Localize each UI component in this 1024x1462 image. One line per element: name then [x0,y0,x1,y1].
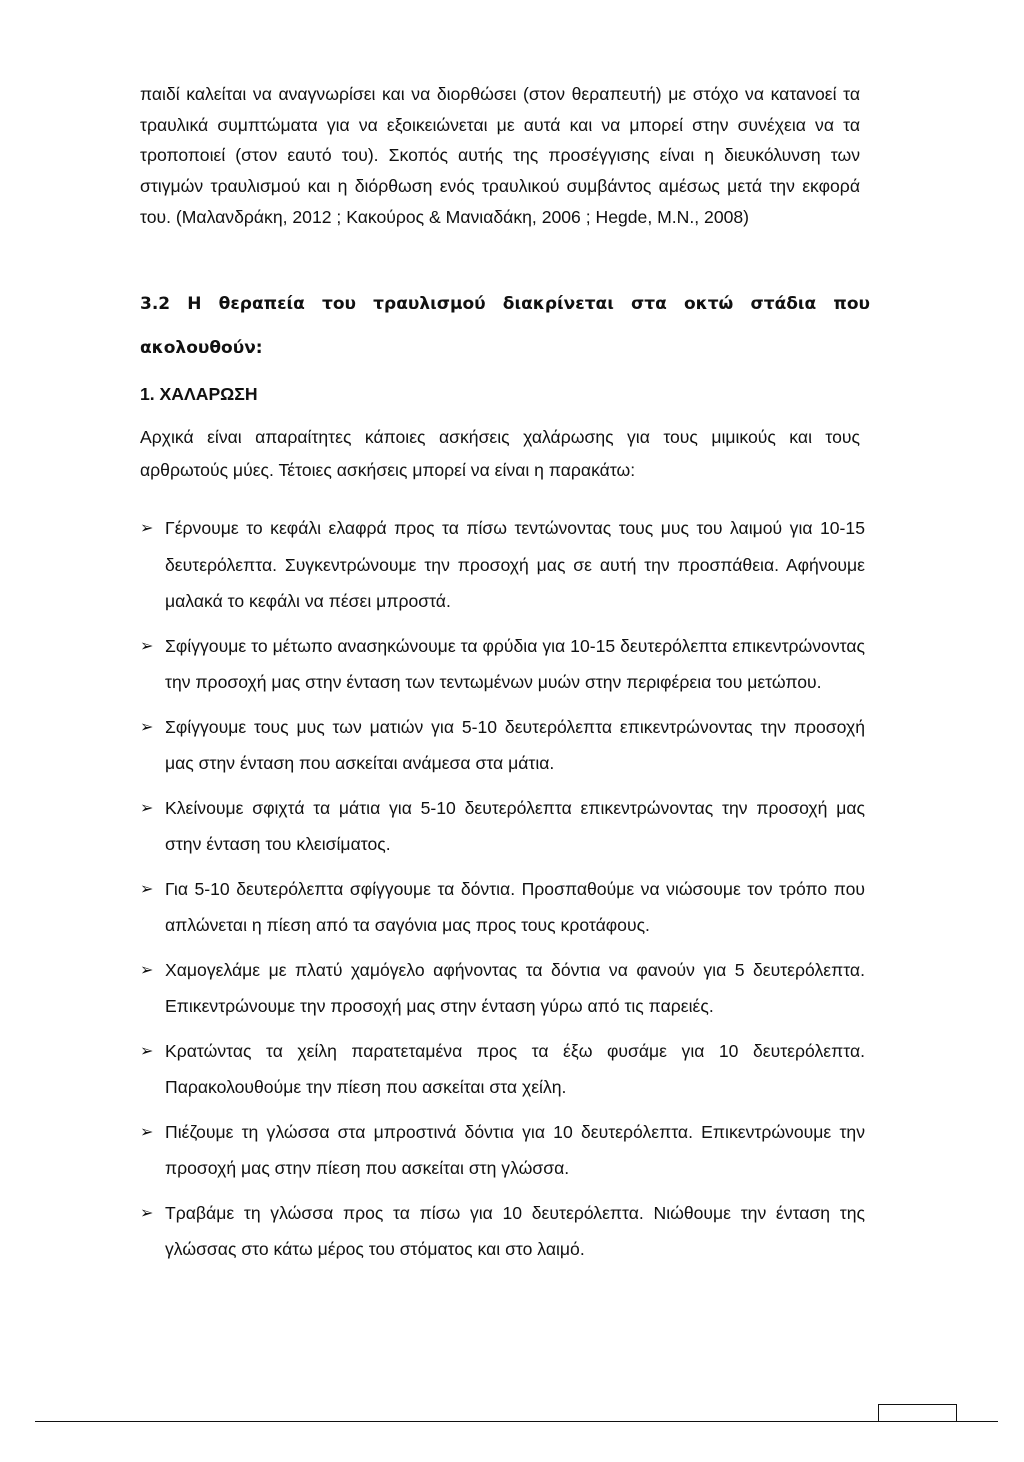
exercise-item [140,871,865,944]
section-heading-line1: 3.2 Η θεραπεία του τραυλισμού διακρίνεται στα οκτώ στάδια που [140,294,870,314]
exercise-text: Για 5-10 δευτερόλεπτα σφίγγουμε τα δόντια. Προσπαθούμε να νιώσουμε τον τρόπο που απλώνεται η πίεση από τα σαγόνια μας προς τους κροτάφους. [165,878,865,935]
exercise-item [140,628,865,701]
footer-mark [878,1404,956,1405]
exercise-text: Σφίγγουμε τους μυς των ματιών για 5-10 δευτερόλεπτα επικεντρώνοντας την προσοχή μας στην ένταση που ασκείται ανάμεσα στα μάτια. [165,716,865,773]
section-heading-line2: ακολουθούν: [140,338,263,358]
arrow-bullet-icon: ➢ [140,1121,154,1141]
continuation-paragraph: παιδί καλείται να αναγνωρίσει και να διορθώσει (στον θεραπευτή) με στόχο να κατανοεί τα τραυλικά συμπτώματα για να εξοικειώνεται με αυτά και να μπορεί στην συνέχεια να τα τροποποιεί (στον εαυτό του). Σκοπός αυτής της προσέγγισης είναι η διευκόλυνση των στιγμών τραυλισμού και η διόρθωση ενός τραυλικού συμβάντος αμέσως μετά την εκφορά του. (Μαλανδράκη, 2012 ; Κακούρος & Μανιαδάκη, 2006 ; Hegde, M.N., 2008) [140,84,860,227]
footer-mark [956,1404,957,1421]
exercise-item [140,952,865,1025]
exercise-item [140,1114,865,1187]
exercise-text: Τραβάμε τη γλώσσα προς τα πίσω για 10 δευτερόλεπτα. Νιώθουμε την ένταση της γλώσσας στο κάτω μέρος του στόματος και στο λαιμό. [165,1202,865,1259]
footer-rule [35,1421,977,1422]
arrow-bullet-icon: ➢ [140,878,154,898]
arrow-bullet-icon: ➢ [140,797,154,817]
exercise-item [140,1195,865,1268]
section-heading [140,282,870,370]
exercise-item [140,510,865,620]
exercise-item [140,1033,865,1106]
arrow-bullet-icon: ➢ [140,716,154,736]
stage-intro: Αρχικά είναι απαραίτητες κάποιες ασκήσεις χαλάρωσης για τους μιμικούς και τους αρθρωτούς μύες. Τέτοιες ασκήσεις μπορεί να είναι η παρακάτω: [140,427,860,480]
exercise-text: Χαμογελάμε με πλατύ χαμόγελο αφήνοντας τα δόντια να φανούν για 5 δευτερόλεπτα. Επικεντρώνουμε την προσοχή μας στην ένταση γύρω από τις παρειές. [165,959,865,1016]
arrow-bullet-icon: ➢ [140,518,154,537]
stage-title: 1. ΧΑΛΑΡΩΣΗ [140,384,258,404]
exercise-text: Κλείνουμε σφιχτά τα μάτια για 5-10 δευτερόλεπτα επικεντρώνοντας την προσοχή μας στην ένταση του κλεισίματος. [165,797,865,854]
arrow-bullet-icon: ➢ [140,959,154,979]
exercise-item [140,709,865,782]
arrow-bullet-icon: ➢ [140,635,154,655]
exercise-list [140,510,865,1276]
arrow-bullet-icon: ➢ [140,1040,154,1060]
exercise-text: Πιέζουμε τη γλώσσα στα μπροστινά δόντια για 10 δευτερόλεπτα. Επικεντρώνουμε την προσοχή μας στην πίεση που ασκείται στη γλώσσα. [165,1121,865,1178]
footer-mark [956,1421,998,1422]
exercise-text: Σφίγγουμε το μέτωπο ανασηκώνουμε τα φρύδια για 10-15 δευτερόλεπτα επικεντρώνοντας την προσοχή μας στην ένταση των τεντωμένων μυών στην περιφέρεια του μετώπου. [165,635,865,692]
arrow-bullet-icon: ➢ [140,1202,154,1222]
exercise-item [140,790,865,863]
footer-mark [878,1404,879,1421]
exercise-text: Γέρνουμε το κεφάλι ελαφρά προς τα πίσω τεντώνοντας τους μυς του λαιμού για 10-15 δευτερόλεπτα. Συγκεντρώνουμε την προσοχή μας σε αυτή την προσπάθεια. Αφήνουμε μαλακά το κεφάλι να πέσει μπροστά. [165,518,865,611]
exercise-text: Κρατώντας τα χείλη παρατεταμένα προς τα έξω φυσάμε για 10 δευτερόλεπτα. Παρακολουθούμε την πίεση που ασκείται στα χείλη. [165,1040,865,1097]
